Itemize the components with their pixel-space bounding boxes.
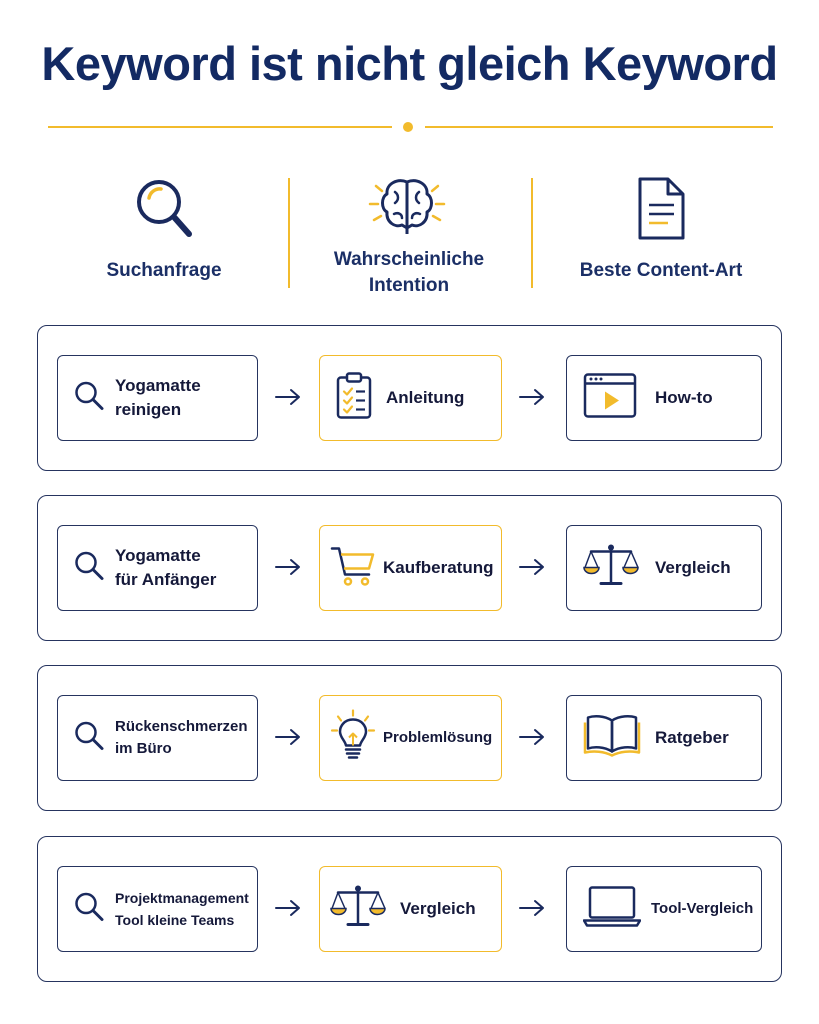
video-player-icon — [583, 373, 637, 424]
keyword-row — [37, 836, 782, 982]
intent-box — [319, 866, 502, 952]
search-icon — [73, 891, 105, 928]
content-label: Tool-Vergleich — [651, 900, 754, 917]
content-box — [566, 866, 762, 952]
content-label: How-to — [655, 388, 713, 407]
checklist-icon — [334, 372, 374, 425]
query-box — [57, 866, 258, 952]
column-label-content: Beste Content-Art — [579, 260, 743, 281]
arrow-right-icon — [519, 728, 545, 746]
content-box — [566, 525, 762, 611]
query-text: Yogamatte reinigen — [115, 376, 201, 419]
laptop-icon — [583, 885, 641, 934]
title-divider-left — [48, 126, 392, 128]
query-text: Yogamatte für Anfänger — [115, 546, 217, 589]
arrow-right-icon — [275, 899, 301, 917]
intent-label: Anleitung — [386, 388, 465, 407]
intent-box — [319, 355, 502, 441]
intent-label: Kaufberatung — [383, 558, 494, 577]
arrow-right-icon — [275, 388, 301, 406]
intent-label: Problemlösung — [383, 729, 493, 746]
content-box — [566, 355, 762, 441]
title-divider-dot — [403, 122, 413, 132]
shopping-cart-icon — [330, 543, 376, 594]
content-label: Vergleich — [655, 558, 731, 577]
arrow-right-icon — [519, 388, 545, 406]
intent-label: Vergleich — [400, 899, 476, 918]
query-box — [57, 355, 258, 441]
column-separator-1 — [288, 178, 290, 288]
keyword-row — [37, 665, 782, 811]
column-label-intent: Wahrscheinliche Intention — [333, 249, 485, 296]
arrow-right-icon — [275, 728, 301, 746]
content-box — [566, 695, 762, 781]
column-label-query: Suchanfrage — [106, 260, 222, 281]
brain-icon — [362, 176, 452, 243]
search-icon — [73, 380, 105, 417]
search-icon — [73, 720, 105, 757]
search-icon — [73, 550, 105, 587]
magnifier-icon — [133, 176, 197, 245]
arrow-right-icon — [519, 899, 545, 917]
arrow-right-icon — [275, 558, 301, 576]
query-text: Rückenschmerzen im Büro — [115, 718, 248, 757]
lightbulb-icon — [330, 710, 376, 767]
query-box — [57, 525, 258, 611]
intent-box — [319, 695, 502, 781]
content-label: Ratgeber — [655, 728, 729, 747]
query-text: Projektmanagement Tool kleine Teams — [115, 890, 249, 928]
arrow-right-icon — [519, 558, 545, 576]
balance-scale-icon — [583, 542, 639, 595]
keyword-row — [37, 495, 782, 641]
column-separator-2 — [531, 178, 533, 288]
keyword-row — [37, 325, 782, 471]
balance-scale-icon — [330, 883, 386, 936]
title-divider-right — [425, 126, 773, 128]
page-title: Keyword ist nicht gleich Keyword — [41, 37, 778, 90]
intent-box — [319, 525, 502, 611]
query-box — [57, 695, 258, 781]
open-book-icon — [583, 713, 641, 764]
document-icon — [634, 176, 688, 247]
